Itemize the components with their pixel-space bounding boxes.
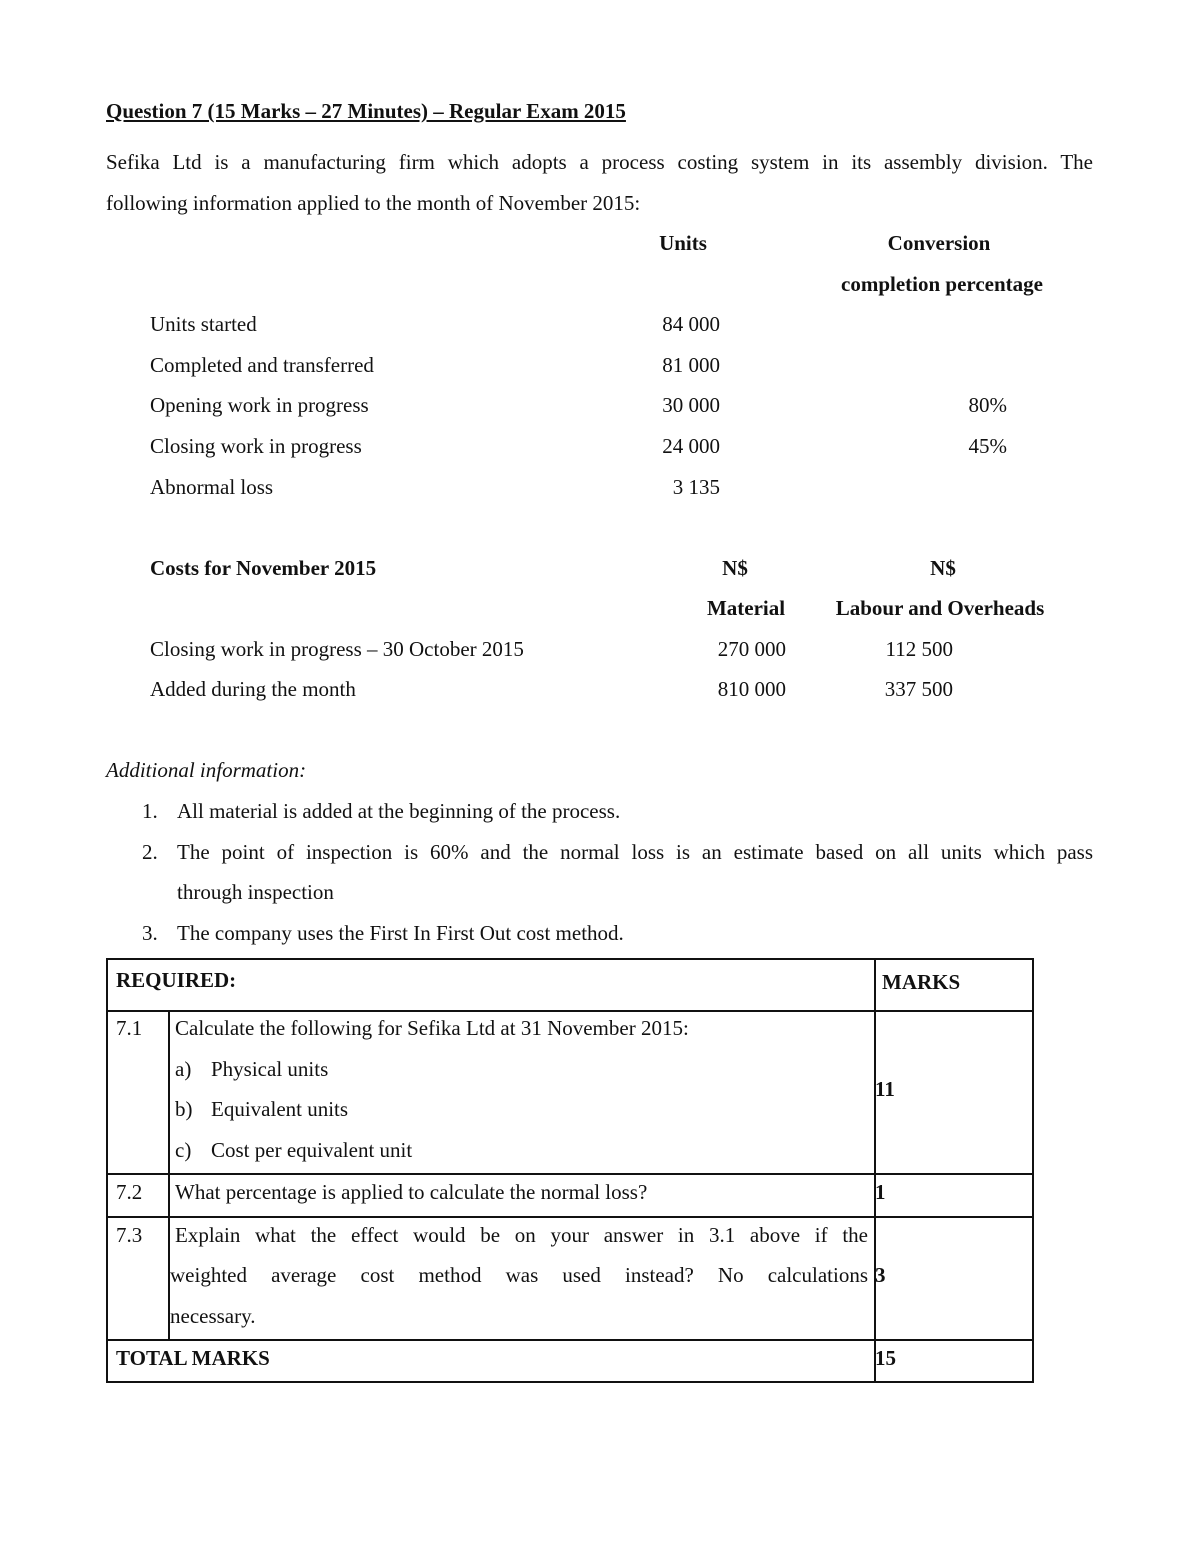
question-text: weighted average cost method was used instead? No calculations [170, 1263, 868, 1287]
sub-letter: b) [175, 1097, 193, 1121]
question-number: 7.2 [116, 1180, 143, 1204]
required-table [106, 958, 1034, 1383]
question-text: Explain what the effect would be on your answer in 3.1 above if the [175, 1223, 868, 1247]
row-units: 84 000 [662, 312, 720, 336]
marks-header: MARKS [882, 970, 961, 994]
additional-heading: Additional information: [106, 758, 307, 782]
total-marks: 15 [875, 1346, 896, 1370]
list-item: The point of inspection is 60% and the normal loss is an estimate based on all units which pass [177, 840, 1093, 864]
sub-letter: c) [175, 1138, 192, 1162]
col-labour-currency: N$ [930, 556, 956, 580]
question-number: 7.3 [116, 1223, 143, 1247]
required-header: REQUIRED: [116, 968, 237, 992]
cost-row-label: Closing work in progress – 30 October 2015 [150, 637, 524, 661]
row-label: Closing work in progress [150, 434, 362, 458]
row-label: Opening work in progress [150, 393, 369, 417]
row-units: 30 000 [662, 393, 720, 417]
cost-row-labour: 337 500 [884, 677, 953, 701]
row-label: Abnormal loss [150, 475, 274, 499]
list-number: 3. [142, 921, 158, 945]
cost-row-material: 270 000 [717, 637, 786, 661]
sub-letter: a) [175, 1057, 192, 1081]
table-rule [108, 1339, 1032, 1341]
col-conversion-header-2: completion percentage [841, 272, 1043, 296]
list-number: 1. [142, 799, 158, 823]
table-rule [108, 1010, 1032, 1012]
sub-item: Cost per equivalent unit [211, 1138, 413, 1162]
col-material-currency: N$ [722, 556, 748, 580]
row-units: 81 000 [662, 353, 720, 377]
cost-row-material: 810 000 [717, 677, 786, 701]
question-marks: 11 [875, 1077, 895, 1101]
cost-row-labour: 112 500 [885, 637, 953, 661]
table-rule [108, 1173, 1032, 1175]
col-labour-header: Labour and Overheads [835, 596, 1045, 620]
table-rule [108, 1216, 1032, 1218]
question-text: Calculate the following for Sefika Ltd at 31 November 2015: [175, 1016, 689, 1040]
row-pct: 45% [968, 434, 1007, 458]
question-text: What percentage is applied to calculate the normal loss? [175, 1180, 648, 1204]
sub-item: Equivalent units [211, 1097, 349, 1121]
list-item-continued: through inspection [177, 880, 334, 904]
table-rule [168, 1010, 170, 1339]
question-text: necessary. [170, 1304, 256, 1328]
table-rule [874, 960, 876, 1381]
row-pct: 80% [968, 393, 1007, 417]
costs-heading: Costs for November 2015 [150, 556, 377, 580]
sub-item: Physical units [211, 1057, 329, 1081]
col-material-header: Material [706, 596, 786, 620]
total-label: TOTAL MARKS [116, 1346, 270, 1370]
question-marks: 1 [875, 1180, 886, 1204]
col-conversion-header-1: Conversion [887, 231, 991, 255]
cost-row-label: Added during the month [150, 677, 356, 701]
col-units-header: Units [659, 231, 707, 255]
row-units: 3 135 [672, 475, 720, 499]
intro-line-2: following information applied to the month of November 2015: [106, 191, 641, 215]
question-title: Question 7 (15 Marks – 27 Minutes) – Regular Exam 2015 [106, 99, 626, 123]
list-item: The company uses the First In First Out cost method. [177, 921, 624, 945]
list-item: All material is added at the beginning of the process. [177, 799, 621, 823]
row-label: Units started [150, 312, 257, 336]
row-label: Completed and transferred [150, 353, 374, 377]
row-units: 24 000 [662, 434, 720, 458]
intro-line-1: Sefika Ltd is a manufacturing firm which adopts a process costing system in its assembly division. The [106, 150, 1093, 174]
question-marks: 3 [875, 1263, 886, 1287]
list-number: 2. [142, 840, 158, 864]
question-number: 7.1 [116, 1016, 143, 1040]
